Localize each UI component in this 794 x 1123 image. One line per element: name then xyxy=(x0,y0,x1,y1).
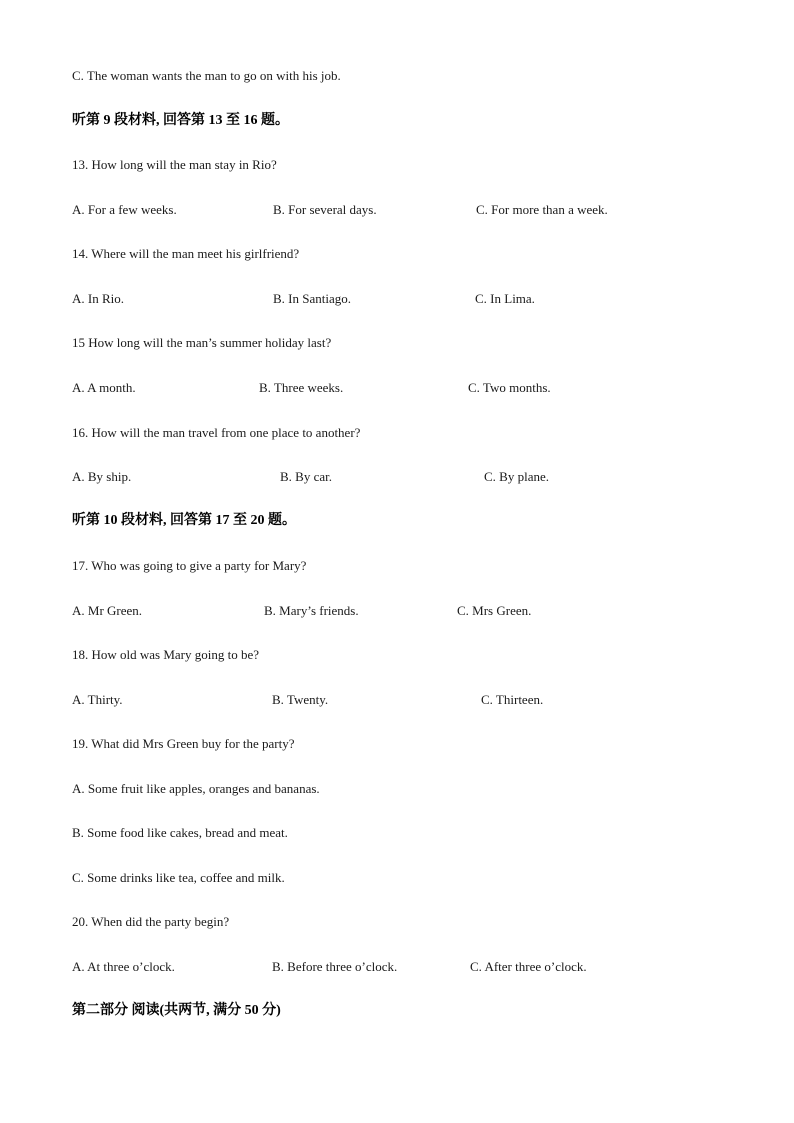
option-c: C. Two months. xyxy=(468,380,551,395)
section-heading-9: 听第 9 段材料, 回答第 13 至 16 题。 xyxy=(72,113,289,128)
question-19-option-c: C. Some drinks like tea, coffee and milk. xyxy=(72,870,285,885)
question-19-option-a: A. Some fruit like apples, oranges and bananas. xyxy=(72,781,320,796)
question-16: 16. How will the man travel from one place to another? xyxy=(72,425,361,440)
question-15: 15 How long will the man’s summer holiday last? xyxy=(72,335,332,350)
question-13: 13. How long will the man stay in Rio? xyxy=(72,157,277,172)
option-c: C. By plane. xyxy=(484,469,549,484)
option-b: B. Mary’s friends. xyxy=(264,603,359,618)
option-c: C. After three o’clock. xyxy=(470,959,587,974)
question-17: 17. Who was going to give a party for Mary? xyxy=(72,558,307,573)
option-a: A. At three o’clock. xyxy=(72,959,175,974)
question-19: 19. What did Mrs Green buy for the party? xyxy=(72,736,295,751)
question-12-option-c: C. The woman wants the man to go on with his job. xyxy=(72,68,341,83)
option-a: A. Thirty. xyxy=(72,692,123,707)
question-20: 20. When did the party begin? xyxy=(72,914,230,929)
question-18-options xyxy=(72,692,722,708)
question-15-options xyxy=(72,380,722,396)
question-14-options xyxy=(72,291,722,307)
question-18: 18. How old was Mary going to be? xyxy=(72,647,260,662)
option-c: C. Thirteen. xyxy=(481,692,544,707)
option-c: C. Mrs Green. xyxy=(457,603,532,618)
option-a: A. For a few weeks. xyxy=(72,202,177,217)
option-c: C. In Lima. xyxy=(475,291,535,306)
section-heading-10: 听第 10 段材料, 回答第 17 至 20 题。 xyxy=(72,513,296,528)
option-b: B. In Santiago. xyxy=(273,291,351,306)
option-b: B. Before three o’clock. xyxy=(272,959,398,974)
option-b: B. Twenty. xyxy=(272,692,329,707)
question-19-option-b: B. Some food like cakes, bread and meat. xyxy=(72,825,288,840)
option-c: C. For more than a week. xyxy=(476,202,608,217)
option-b: B. By car. xyxy=(280,469,332,484)
question-20-options xyxy=(72,959,722,975)
question-16-options xyxy=(72,469,722,485)
option-a: A. Mr Green. xyxy=(72,603,143,618)
option-b: B. Three weeks. xyxy=(259,380,344,395)
option-a: A. By ship. xyxy=(72,469,132,484)
question-17-options xyxy=(72,603,722,619)
question-13-options xyxy=(72,202,722,218)
part-two-heading: 第二部分 阅读(共两节, 满分 50 分) xyxy=(72,1003,281,1018)
question-14: 14. Where will the man meet his girlfriend? xyxy=(72,246,300,261)
option-b: B. For several days. xyxy=(273,202,377,217)
option-a: A. A month. xyxy=(72,380,136,395)
option-a: A. In Rio. xyxy=(72,291,124,306)
